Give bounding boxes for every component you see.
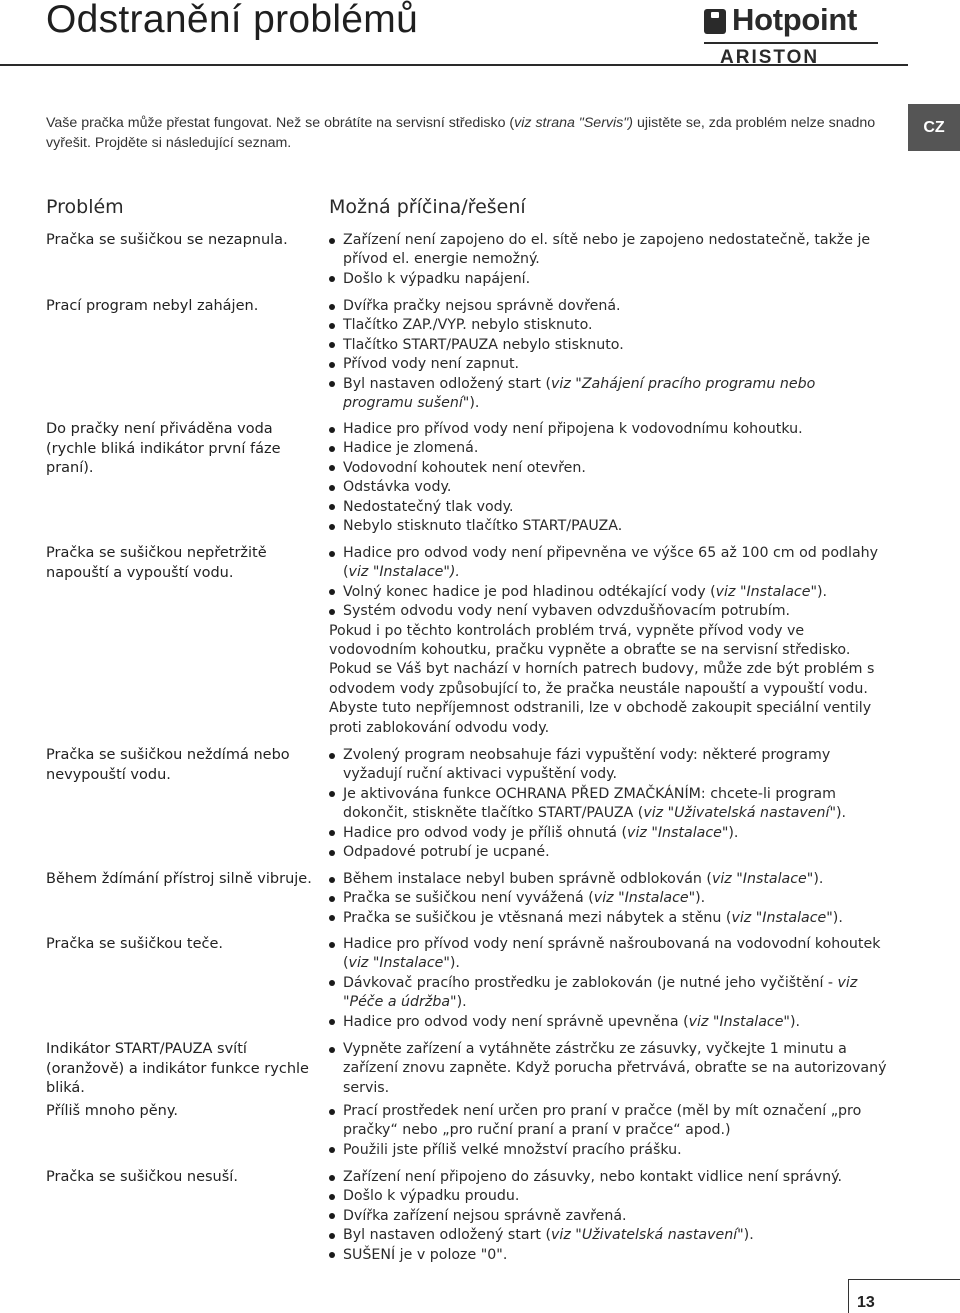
reference-text: viz "Zahájení pracího programu nebo programu sušení" xyxy=(343,375,816,412)
reference-text: viz "Instalace" xyxy=(731,909,833,926)
solution-bullet xyxy=(329,746,889,785)
text-run: Dávkovač pracího prostředku je zablokován (je nutné jeho vyčištění - xyxy=(343,974,838,991)
solution-bullet xyxy=(329,544,889,583)
text-run: Hadice pro přívod vody není správně našroubovaná na vodovodní kohoutek ( xyxy=(343,936,881,972)
logo-brand-text: Hotpoint xyxy=(732,2,857,37)
text-run: Zařízení není zapojeno do el. sítě nebo je zapojeno nedostatečně, takže je přívod el. energie nemožný. xyxy=(343,232,871,268)
intro-text xyxy=(46,113,896,153)
brand-logo xyxy=(704,2,880,74)
solution-bullet xyxy=(329,1040,889,1098)
solution-cell xyxy=(329,746,889,862)
solution-bullet xyxy=(329,231,889,270)
text-run: Hadice pro odvod vody je příliš ohnutá ( xyxy=(343,824,628,841)
text-run: Prací prostředek není určen pro praní v pračce (měl by mít označení „pro pračky“ nebo „pro ruční praní a praní v pračce“ apod.) xyxy=(343,1103,862,1139)
solution-list xyxy=(329,870,889,928)
solution-list xyxy=(329,231,889,289)
text-run: Systém odvodu vody není vybaven odvzdušňovacím potrubím. xyxy=(343,603,791,620)
solution-bullet xyxy=(329,889,889,908)
problem-label: Pračka se sušičkou nepřetržitě napouští a vypouští vodu. xyxy=(46,545,267,581)
text-run: Pračka se sušičkou je vtěsnaná mezi nábytek a stěnu ( xyxy=(343,909,732,926)
text-run: Použili jste příliš velké množství pracího prášku. xyxy=(343,1141,682,1158)
solution-bullet xyxy=(329,1168,889,1187)
text-run: Hadice pro odvod vody není správně upevněna ( xyxy=(343,1013,689,1030)
text-run: Dvířka pračky nejsou správně dovřená. xyxy=(343,298,621,314)
solution-list xyxy=(329,297,889,413)
solution-bullet xyxy=(329,843,889,862)
solution-bullet xyxy=(329,1187,889,1206)
solution-bullet xyxy=(329,785,889,824)
solution-bullet xyxy=(329,602,889,621)
text-run: Vypněte zařízení a vytáhněte zástrčku ze zásuvky, vyčkejte 1 minutu a zařízení znovu zapněte. Když porucha přetrvává, obraťte se na autorizovaný servis. xyxy=(343,1041,887,1096)
solution-list xyxy=(329,420,889,536)
text-run: ). xyxy=(789,1013,801,1030)
solution-bullet xyxy=(329,270,889,289)
solution-bullet xyxy=(329,1141,889,1160)
solution-cell xyxy=(329,297,889,413)
text-run: ). xyxy=(835,805,847,822)
text-run: Odstávka vody. xyxy=(343,479,452,496)
problem-label: Pračka se sušičkou neždímá nebo nevypouští vodu. xyxy=(46,747,290,783)
text-run: ). xyxy=(743,1227,754,1244)
text-run: Nedostatečný tlak vody. xyxy=(343,498,514,515)
text-run: ). xyxy=(449,955,460,972)
page-number-rule-vertical xyxy=(848,1279,849,1313)
solution-list xyxy=(329,746,889,862)
logo-divider xyxy=(704,42,878,44)
solution-cell xyxy=(329,420,889,536)
text-run: ). xyxy=(817,583,828,600)
solution-cell xyxy=(329,231,889,289)
solution-bullet xyxy=(329,336,889,355)
solution-bullet xyxy=(329,478,889,497)
text-run: ). xyxy=(813,871,824,887)
logo-sub-text: ARISTON xyxy=(720,47,820,68)
text-run: ujistěte se, zda problém nelze snadno vyřešit. Projděte si následující seznam. xyxy=(46,115,876,151)
problem-label: Během ždímání přístroj silně vibruje. xyxy=(46,871,312,887)
reference-text: viz "Instalace" xyxy=(688,1013,790,1030)
problem-label: Indikátor START/PAUZA svítí (oranžově) a indikátor funkce rychle bliká. xyxy=(46,1041,309,1097)
page-number-rule xyxy=(848,1279,960,1280)
solution-bullet xyxy=(329,1246,889,1265)
problem-label: Pračka se sušičkou nesuší. xyxy=(46,1169,238,1185)
problem-label: Prací program nebyl zahájen. xyxy=(46,298,259,314)
solution-cell xyxy=(329,544,889,738)
language-tab: CZ xyxy=(908,104,960,151)
text-run: Zařízení není připojeno do zásuvky, nebo kontakt vidlice není správný. xyxy=(343,1169,842,1185)
solution-bullet xyxy=(329,316,889,335)
solution-bullet xyxy=(329,459,889,478)
text-run: Dvířka zařízení nejsou správně zavřená. xyxy=(343,1207,627,1224)
solution-list xyxy=(329,544,889,622)
text-run: Nebylo stisknuto tlačítko START/PAUZA. xyxy=(343,518,623,535)
solution-bullet xyxy=(329,439,889,458)
solution-cell xyxy=(329,1040,889,1098)
solution-list xyxy=(329,1102,889,1160)
reference-text: viz "Instalace" xyxy=(627,824,729,841)
solution-bullet xyxy=(329,375,889,414)
problem-label: Pračka se sušičkou se nezapnula. xyxy=(46,232,288,248)
text-run: Hadice pro odvod vody není připevněna ve výšce 65 až 100 cm od podlahy ( xyxy=(343,545,879,581)
text-run: Zvolený program neobsahuje fázi vypuštění vody: některé programy vyžadují ruční aktivaci vypuštění vody. xyxy=(343,747,831,783)
reference-text: viz "Instalace" xyxy=(715,583,817,600)
reference-text: viz "Instalace" xyxy=(593,890,696,907)
text-run: Vodovodní kohoutek není otevřen. xyxy=(343,459,586,476)
problem-label: Do pračky není přiváděna voda (rychle bliká indikátor první fáze praní). xyxy=(46,421,281,477)
solution-bullet xyxy=(329,297,889,316)
reference-text: viz "Instalace"). xyxy=(348,564,460,581)
solution-bullet xyxy=(329,1207,889,1226)
solution-list xyxy=(329,935,889,1032)
text-run: Tlačítko ZAP./VYP. nebylo stisknuto. xyxy=(343,317,593,334)
reference-text: viz "Uživatelská nastavení" xyxy=(551,1227,744,1244)
solution-bullet xyxy=(329,824,889,843)
text-run: Tlačítko START/PAUZA nebylo stisknuto. xyxy=(343,336,624,353)
solution-cell xyxy=(329,935,889,1032)
solution-bullet xyxy=(329,355,889,374)
hotpoint-logo-icon xyxy=(704,9,726,34)
reference-text: viz "Instalace" xyxy=(711,871,814,887)
text-run: ). xyxy=(832,909,843,926)
page-number: 13 xyxy=(857,1294,875,1311)
solution-cell xyxy=(329,1168,889,1265)
text-run: Hadice je zlomená. xyxy=(343,440,479,457)
reference-text: viz "Péče a údržba" xyxy=(343,974,858,1011)
text-run: ). xyxy=(728,824,739,841)
text-run: Je aktivována funkce OCHRANA PŘED ZMAČKÁNÍM: chcete-li program dokončit, stiskněte tlačítko START/PAUZA ( xyxy=(343,785,836,822)
text-run: ). xyxy=(695,890,706,907)
solution-bullet xyxy=(329,870,889,889)
solution-list xyxy=(329,1040,889,1098)
text-run: Hadice pro přívod vody není připojena k vodovodnímu kohoutku. xyxy=(343,421,803,437)
text-run: Během instalace nebyl buben správně odblokován ( xyxy=(343,871,712,887)
text-run: SUŠENÍ je v poloze "0". xyxy=(343,1246,508,1263)
solution-bullet xyxy=(329,517,889,536)
text-run: Odpadové potrubí je ucpané. xyxy=(343,844,550,861)
solution-bullet xyxy=(329,583,889,602)
text-run: Volný konec hadice je pod hladinou odtékající vody ( xyxy=(343,583,716,600)
problem-label: Pračka se sušičkou teče. xyxy=(46,936,223,952)
text-run: Byl nastaven odložený start ( xyxy=(343,1227,552,1244)
text-run: ). xyxy=(456,994,467,1011)
column-header-problem: Problém xyxy=(46,196,124,218)
solution-cell xyxy=(329,870,889,928)
reference-text: viz "Uživatelská nastavení" xyxy=(643,805,836,822)
solution-bullet xyxy=(329,1102,889,1141)
solution-bullet xyxy=(329,909,889,928)
text-run: Přívod vody není zapnut. xyxy=(343,356,520,373)
reference-text: viz strana "Servis") xyxy=(514,115,634,131)
solution-list xyxy=(329,1168,889,1265)
solution-note: Pokud i po těchto kontrolách problém trvá, vypněte přívod vody ve vodovodním kohoutku, pračku vypněte a obraťte se na servisní středisko. Pokud se Váš byt nachází v horních patrech budovy, může zde být problém s odvodem vody způsobující to, že pračka neustále napouští a vypouští vodu. Abyste tuto nepříjemnost odstranili, lze v obchodě zakoupit speciální ventily proti zablokování odvodu vody. xyxy=(329,622,875,736)
text-run: Došlo k výpadku proudu. xyxy=(343,1188,520,1205)
text-run: ). xyxy=(469,395,480,412)
text-run: Byl nastaven odložený start ( xyxy=(343,375,552,392)
problem-label: Příliš mnoho pěny. xyxy=(46,1103,178,1119)
solution-bullet xyxy=(329,498,889,517)
solution-cell xyxy=(329,1102,889,1160)
text-run: Vaše pračka může přestat fungovat. Než se obrátíte na servisní středisko ( xyxy=(46,115,515,131)
text-run: Došlo k výpadku napájení. xyxy=(343,270,531,287)
reference-text: viz "Instalace" xyxy=(348,955,450,972)
solution-bullet xyxy=(329,1013,889,1032)
solution-bullet xyxy=(329,1226,889,1245)
solution-bullet xyxy=(329,974,889,1013)
solution-bullet xyxy=(329,935,889,974)
page-title: Odstranění problémů xyxy=(46,0,419,41)
solution-bullet xyxy=(329,420,889,439)
column-header-solution: Možná příčina/řešení xyxy=(329,196,526,218)
text-run: Pračka se sušičkou není vyvážená ( xyxy=(343,890,594,907)
